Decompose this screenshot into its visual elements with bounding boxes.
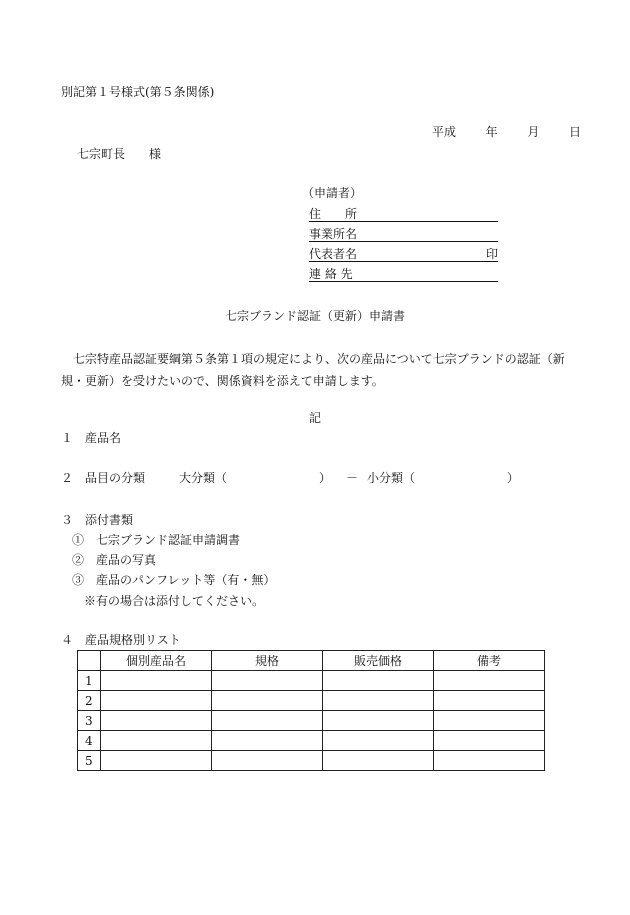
row-number: 3 bbox=[78, 711, 101, 731]
address-field[interactable] bbox=[309, 203, 498, 222]
form-number: 別記第１号様式(第５条関係) bbox=[61, 85, 215, 99]
row-number: 5 bbox=[78, 751, 101, 771]
table-cell[interactable] bbox=[434, 671, 545, 691]
table-row bbox=[78, 751, 545, 771]
table-cell[interactable] bbox=[101, 751, 212, 771]
date-line bbox=[432, 125, 581, 139]
table-cell[interactable] bbox=[323, 731, 434, 751]
item-attachments: ３ 添付書類 bbox=[61, 513, 134, 527]
table-cell[interactable] bbox=[323, 711, 434, 731]
address-label: 住 所 bbox=[309, 207, 358, 221]
business-name-field[interactable] bbox=[309, 223, 498, 242]
date-year: 年 bbox=[485, 125, 498, 139]
representative-field[interactable] bbox=[309, 243, 498, 262]
table-header-cell: 個別産品名 bbox=[101, 651, 212, 671]
attachment-item: ② 産品の写真 bbox=[72, 553, 157, 567]
spec-table bbox=[77, 650, 545, 771]
table-row bbox=[78, 691, 545, 711]
document-title: 七宗ブランド認証（更新）申請書 bbox=[224, 309, 405, 323]
category-minor-close: ） bbox=[507, 471, 520, 485]
category-label: ２ 品目の分類 bbox=[61, 471, 146, 485]
category-minor-label: 小分類（ bbox=[367, 471, 416, 485]
ki-heading: 記 bbox=[308, 411, 321, 425]
table-cell[interactable] bbox=[101, 671, 212, 691]
category-dash: － bbox=[346, 471, 359, 485]
representative-label: 代表者名 bbox=[309, 247, 358, 261]
table-cell[interactable] bbox=[212, 691, 323, 711]
table-cell[interactable] bbox=[212, 731, 323, 751]
date-era: 平成 bbox=[432, 125, 457, 139]
date-day: 日 bbox=[569, 125, 582, 139]
row-number: 2 bbox=[78, 691, 101, 711]
date-month: 月 bbox=[527, 125, 540, 139]
business-name-label: 事業所名 bbox=[309, 227, 358, 241]
table-header-cell: 備考 bbox=[434, 651, 545, 671]
table-cell[interactable] bbox=[434, 731, 545, 751]
contact-label: 連 絡 先 bbox=[309, 267, 353, 281]
table-cell[interactable] bbox=[323, 691, 434, 711]
table-cell[interactable] bbox=[323, 751, 434, 771]
table-cell[interactable] bbox=[434, 691, 545, 711]
table-cell[interactable] bbox=[101, 731, 212, 751]
table-header-cell bbox=[78, 651, 101, 671]
seal-mark: 印 bbox=[485, 247, 498, 261]
table-cell[interactable] bbox=[101, 711, 212, 731]
table-row bbox=[78, 671, 545, 691]
table-cell[interactable] bbox=[101, 691, 212, 711]
attachment-item: ① 七宗ブランド認証申請調書 bbox=[72, 533, 241, 547]
table-row bbox=[78, 711, 545, 731]
category-major-close: ） bbox=[319, 471, 332, 485]
category-major-label: 大分類（ bbox=[179, 471, 228, 485]
row-number: 1 bbox=[78, 671, 101, 691]
applicant-title: （申請者） bbox=[302, 186, 363, 200]
addressee: 七宗町長 様 bbox=[77, 147, 162, 161]
table-row bbox=[78, 731, 545, 751]
attachment-item: ③ 産品のパンフレット等（有・無） bbox=[72, 573, 276, 587]
item-product-name: １ 産品名 bbox=[61, 431, 122, 445]
table-cell[interactable] bbox=[323, 671, 434, 691]
table-cell[interactable] bbox=[212, 751, 323, 771]
table-cell[interactable] bbox=[212, 711, 323, 731]
contact-field[interactable] bbox=[309, 263, 498, 282]
table-header-row bbox=[78, 651, 545, 671]
table-cell[interactable] bbox=[434, 711, 545, 731]
table-cell[interactable] bbox=[434, 751, 545, 771]
body-text: 七宗特産品認証要綱第５条第１項の規定により、次の産品について七宗ブランドの認証（新規・更新）を受けたいので、関係資料を添えて申請します。 bbox=[61, 352, 565, 388]
attachment-note: ※有の場合は添付してください。 bbox=[84, 594, 265, 608]
table-cell[interactable] bbox=[212, 671, 323, 691]
table-header-cell: 規格 bbox=[212, 651, 323, 671]
row-number: 4 bbox=[78, 731, 101, 751]
item-spec-list: ４ 産品規格別リスト bbox=[61, 633, 181, 647]
table-header-cell: 販売価格 bbox=[323, 651, 434, 671]
